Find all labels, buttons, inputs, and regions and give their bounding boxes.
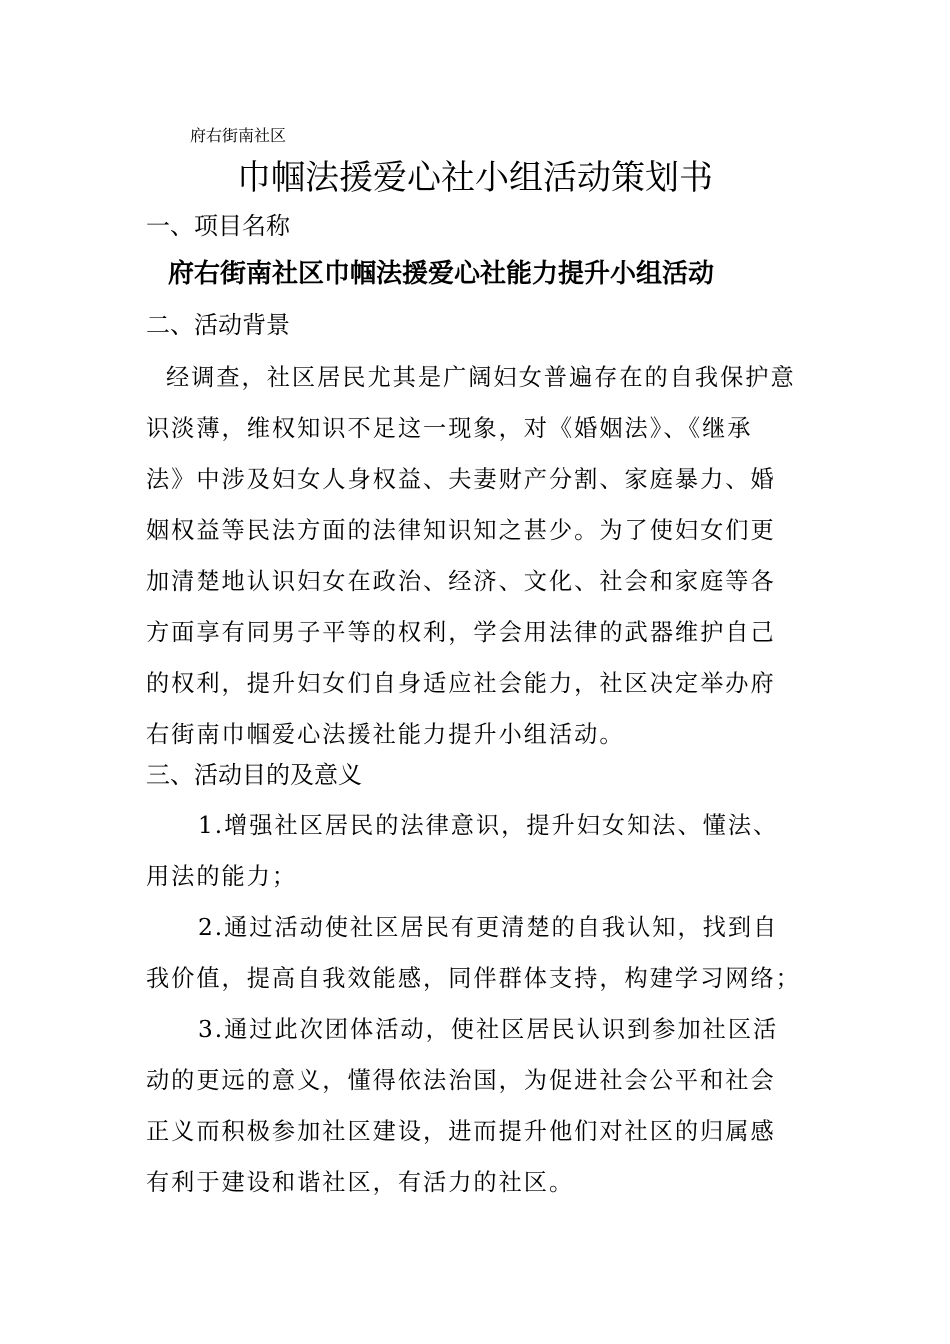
paragraph-line: 法》中涉及妇女人身权益、夫妻财产分割、家庭暴力、婚 [146,466,776,493]
project-name: 府右街南社区巾帼法援爱心社能力提升小组活动 [168,259,715,289]
paragraph-line: 经调查，社区居民尤其是广阔妇女普遍存在的自我保护意 [166,364,796,391]
paragraph-line: 姻权益等民法方面的法律知识知之甚少。为了使妇女们更 [146,517,776,544]
paragraph-line: 方面享有同男子平等的权利，学会用法律的武器维护自己 [146,619,776,646]
section-heading-background: 二、活动背景 [146,311,290,339]
purpose-item-line: 我价值，提高自我效能感，同伴群体支持，构建学习网络； [146,965,801,992]
section-heading-project-name: 一、项目名称 [146,212,290,240]
paragraph-line: 识淡薄，维权知识不足这一现象，对《婚姻法》、《继承 [146,415,753,442]
background-paragraph [146,352,806,760]
document-title: 巾帼法援爱心社小组活动策划书 [237,158,713,198]
purpose-item-line: 正义而积极参加社区建设，进而提升他们对社区的归属感 [146,1118,776,1145]
purpose-item-line: 1.增强社区居民的法律意识，提升妇女知法、懂法、 [198,812,779,839]
organization-label: 府右街南社区 [190,126,287,145]
purpose-list [146,800,806,1208]
paragraph-line: 右街南巾帼爱心法援社能力提升小组活动。 [146,721,625,748]
purpose-item-line: 有利于建设和谐社区，有活力的社区。 [146,1169,575,1196]
purpose-item-line: 用法的能力； [146,863,298,890]
paragraph-line: 的权利，提升妇女们自身适应社会能力，社区决定举办府 [146,670,776,697]
paragraph-line: 加清楚地认识妇女在政治、经济、文化、社会和家庭等各 [146,568,776,595]
section-heading-purpose: 三、活动目的及意义 [146,761,362,789]
purpose-item-line: 动的更远的意义，懂得依法治国，为促进社会公平和社会 [146,1067,776,1094]
purpose-item-line: 3.通过此次团体活动，使社区居民认识到参加社区活 [198,1016,779,1043]
purpose-item-line: 2.通过活动使社区居民有更清楚的自我认知，找到自 [198,914,779,941]
